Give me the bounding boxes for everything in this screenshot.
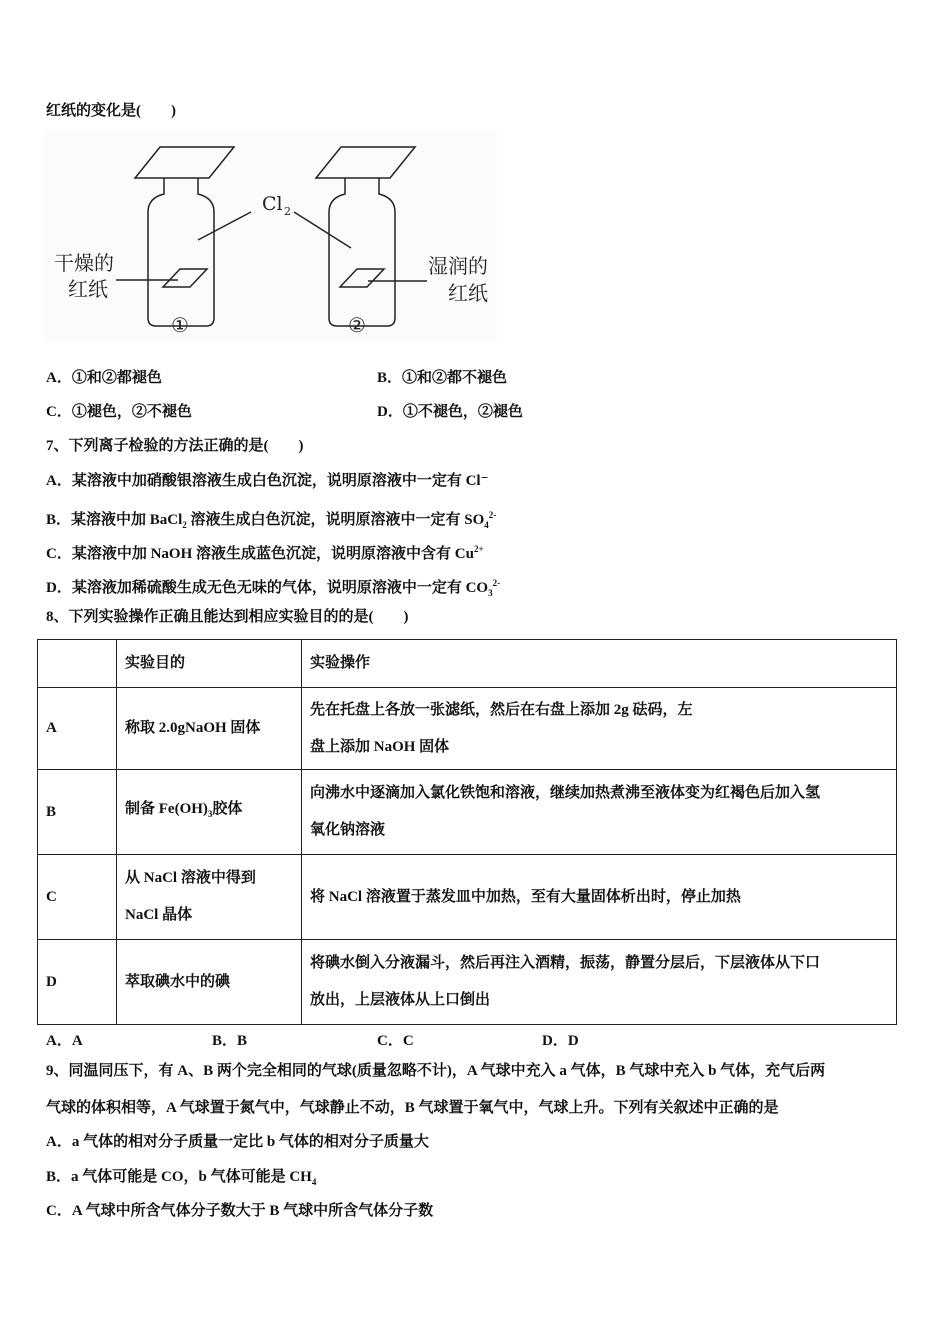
- wet-paper-label: 湿润的: [428, 254, 488, 278]
- q8-option-c[interactable]: C．C: [377, 1033, 414, 1049]
- bottle-2-label: ②: [348, 313, 366, 337]
- q6-stem: 红纸的变化是( ): [46, 103, 176, 119]
- q7-option-b[interactable]: B．某溶液中加 BaCl$_2$ 溶液生成白色沉淀，说明原溶液中一定有 $SO_4^{2-}$: [46, 510, 497, 530]
- q8-option-a[interactable]: A．A: [46, 1033, 83, 1049]
- q9-stem-line1: 9、同温同压下，有 A、B 两个完全相同的气球(质量忽略不计)，A 气球中充入 a 气体，B 气球中充入 b 气体，充气后两: [46, 1063, 826, 1079]
- q6-option-c[interactable]: C．①褪色，②不褪色: [46, 404, 192, 420]
- cl2-label: Cl: [262, 193, 283, 215]
- q9-option-c[interactable]: C．A 气球中所含气体分子数大于 B 气球中所含气体分子数: [46, 1203, 434, 1219]
- table-header-row: [38, 640, 897, 688]
- table-row: B 制备 $Fe(OH)_3$胶体 向沸水中逐滴加入氯化铁饱和溶液，继续加热煮沸至液体变为红褐色后加入氢 氧化钠溶液: [38, 770, 897, 855]
- q7-option-c[interactable]: C．某溶液中加 NaOH 溶液生成蓝色沉淀，说明原溶液中含有 $Cu^{2+}$: [46, 544, 484, 562]
- q6-option-a[interactable]: A．①和②都褪色: [46, 370, 162, 386]
- q6-option-b[interactable]: B．①和②都不褪色: [377, 370, 508, 386]
- svg-text:红纸: 红纸: [448, 281, 488, 305]
- table-row: C 从 NaCl 溶液中得到 NaCl 晶体 将 NaCl 溶液置于蒸发皿中加热，至有大量固体析出时，停止加热: [38, 855, 897, 940]
- q8-option-d[interactable]: D．D: [542, 1033, 579, 1049]
- svg-text:红纸: 红纸: [68, 277, 108, 301]
- q8-option-b[interactable]: B．B: [212, 1033, 248, 1049]
- q8-table: [37, 639, 897, 1025]
- table-row: D 萃取碘水中的碘 将碘水倒入分液漏斗，然后再注入酒精，振荡，静置分层后，下层液体从下口 放出，上层液体从上口倒出: [38, 940, 897, 1025]
- svg-text:2: 2: [284, 205, 291, 218]
- bottle-1-label: ①: [171, 313, 189, 337]
- q7-option-a[interactable]: A．某溶液中加硝酸银溶液生成白色沉淀，说明原溶液中一定有 Cl⁻: [46, 473, 489, 489]
- bottle-2: [294, 147, 427, 326]
- q7-stem: 7、下列离子检验的方法正确的是( ): [46, 438, 304, 454]
- q6-option-d[interactable]: D．①不褪色，②褪色: [377, 404, 523, 420]
- q9-option-a[interactable]: A．a 气体的相对分子质量一定比 b 气体的相对分子质量大: [46, 1134, 429, 1150]
- dry-paper-label: 干燥的: [54, 251, 114, 275]
- header-goal: 实验目的: [117, 640, 302, 688]
- chlorine-bottles-figure: [44, 130, 497, 342]
- bottle-1: [116, 147, 251, 326]
- table-row: A 称取 2.0gNaOH 固体 先在托盘上各放一张滤纸，然后在右盘上添加 2g 砝码，左 盘上添加 NaOH 固体: [38, 688, 897, 770]
- q9-option-b[interactable]: B．a 气体可能是 CO，b 气体可能是 $CH_4$: [46, 1169, 317, 1187]
- q7-option-d[interactable]: D．某溶液加稀硫酸生成无色无味的气体，说明原溶液中一定有 $CO_3^{2-}$: [46, 578, 501, 598]
- header-operation: 实验操作: [302, 640, 897, 688]
- q9-stem-line2: 气球的体积相等，A 气球置于氮气中，气球静止不动，B 气球置于氧气中，气球上升。下列有关叙述中正确的是: [46, 1100, 779, 1116]
- q8-stem: 8、下列实验操作正确且能达到相应实验目的的是( ): [46, 609, 409, 625]
